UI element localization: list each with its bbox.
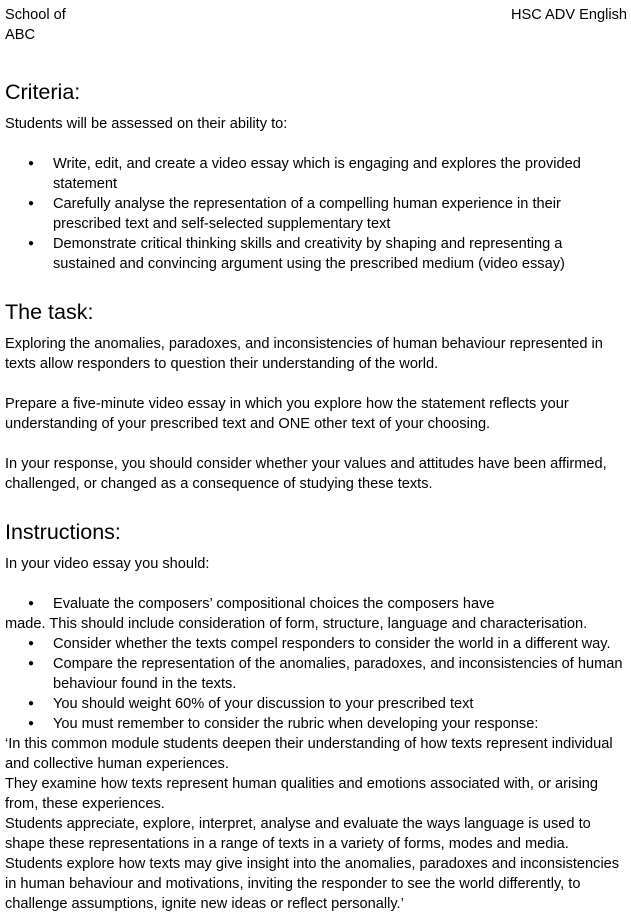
task-paragraph: Prepare a five-minute video essay in which you explore how the statement reflects your understanding of your prescribed text and ONE other text of your choosing. <box>5 396 569 432</box>
course-name: HSC ADV English <box>511 7 627 23</box>
task-paragraph: Exploring the anomalies, paradoxes, and inconsistencies of human behaviour represented in texts allow responders to question their understanding of the world. <box>5 336 603 372</box>
instructions-item: ● You should weight 60% of your discussion to your prescribed text <box>5 694 627 714</box>
rubric-quote <box>5 734 627 914</box>
criteria-list <box>5 154 627 274</box>
instructions-list <box>5 634 627 734</box>
criteria-item: ● Carefully analyse the representation of a compelling human experience in their prescribed text and self-selected supplementary text <box>5 194 627 234</box>
instructions-item: ● Compare the representation of the anomalies, paradoxes, and inconsistencies of human behaviour found in the texts. <box>5 654 627 694</box>
document-header <box>5 5 627 45</box>
criteria-intro: Students will be assessed on their ability to: <box>5 116 288 132</box>
instructions-item-continuation: made. This should include consideration of form, structure, language and characterisation. <box>5 616 588 632</box>
task-heading: The task: <box>5 300 94 324</box>
rubric-paragraph: ‘In this common module students deepen their understanding of how texts represent individual and collective human experiences. <box>5 736 613 772</box>
rubric-paragraph: Students explore how texts may give insight into the anomalies, paradoxes and inconsistencies in human behaviour and motivations, inviting the responder to see the world differently, to challenge assumptions, ignite new ideas or reflect personally.’ <box>5 856 620 912</box>
criteria-item: ● Write, edit, and create a video essay which is engaging and explores the provided statement <box>5 154 627 194</box>
rubric-paragraph: Students appreciate, explore, interpret, analyse and evaluate the ways language is used to shape these representations in a range of texts in a variety of forms, modes and media. <box>5 816 591 852</box>
instructions-item: ● Evaluate the composers’ compositional choices the composers have <box>5 594 627 614</box>
instructions-intro: In your video essay you should: <box>5 556 210 572</box>
instructions-item: ● You must remember to consider the rubric when developing your response: <box>5 714 627 734</box>
instructions-list-first <box>5 594 627 614</box>
instructions-item: ● Consider whether the texts compel responders to consider the world in a different way. <box>5 634 627 654</box>
school-name: School of ABC <box>5 7 66 43</box>
task-paragraph: In your response, you should consider whether your values and attitudes have been affirmed, challenged, or changed as a consequence of studying these texts. <box>5 456 607 492</box>
criteria-item: ● Demonstrate critical thinking skills and creativity by shaping and representing a sustained and convincing argument using the prescribed medium (video essay) <box>5 234 627 274</box>
criteria-heading: Criteria: <box>5 80 81 104</box>
document-page <box>5 5 627 914</box>
instructions-heading: Instructions: <box>5 520 121 544</box>
rubric-paragraph: They examine how texts represent human qualities and emotions associated with, or arising from, these experiences. <box>5 776 598 812</box>
